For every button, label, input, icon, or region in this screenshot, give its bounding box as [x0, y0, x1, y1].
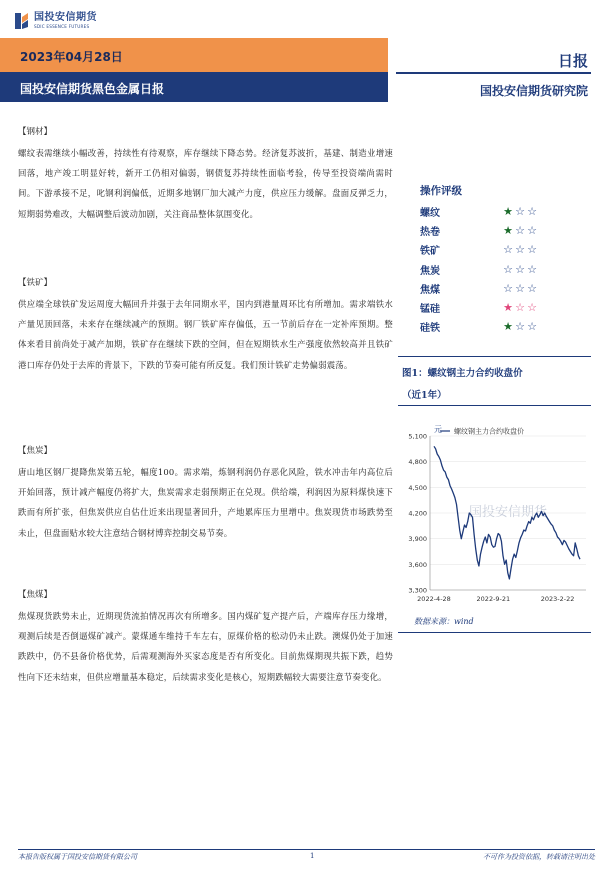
empty-star-icon: ☆	[527, 205, 537, 219]
section-iron-ore	[18, 276, 393, 375]
filled-star-icon: ★	[503, 301, 513, 315]
rating-stars	[502, 206, 538, 217]
empty-star-icon: ☆	[515, 320, 525, 334]
logo-english-name: SDIC ESSENCE FUTURES	[34, 23, 90, 29]
rating-name: 螺纹	[420, 208, 440, 220]
footer-copyright: 本报告版权属于国投安信期货有限公司	[18, 853, 137, 861]
rating-row	[420, 202, 570, 221]
figure-bottom-rule	[398, 632, 591, 633]
section-body: 唐山地区钢厂提降焦炭第五轮，幅度100。需求端，炼钢利润仍存恶化风险，铁水冲击年内高位后开始回落，预计减产幅度仍将扩大，焦炭需求走弱预期正在兑现。供给端，利润因为原料煤快速下跌而有所扩张，但焦炭供应自估仕近来出现显著回升，产地累库压力里增中。焦炭现货市场跌势至未止，但盘面贴水较大注意结合钢材博弈控制交易节奏。	[18, 467, 393, 538]
y-tick-label: 5,100	[408, 432, 427, 441]
figure-title-line2: （近1年）	[402, 390, 447, 401]
rating-stars	[502, 264, 538, 275]
rating-stars	[502, 321, 538, 332]
y-axis-label: 元	[434, 425, 442, 434]
empty-star-icon: ☆	[515, 281, 525, 295]
rating-row	[420, 317, 570, 336]
section-body: 供应端全球铁矿发运周度大幅回升并强于去年同期水平，国内到港量周环比有所增加。需求端铁水产量见顶回落，未来存在继续减产的预期。钢厂铁矿库存偏低，五一节前后存在一定补库预期。整体来看目前尚处于减产加期，铁矿存在继续下跌的空间，但在短期铁水生产强度依然较高并且铁矿港口库存仍处于去库的背景下，下跌的节奏可能有所反复。我们预计铁矿走势偏弱震荡。	[18, 299, 393, 370]
report-title: 国投安信期货黑色金属日报	[20, 82, 165, 96]
y-tick-label: 3,900	[408, 535, 427, 544]
section-coke	[18, 444, 393, 543]
y-tick-label: 4,200	[408, 509, 427, 518]
rating-row	[420, 221, 570, 240]
empty-star-icon: ☆	[503, 262, 513, 276]
empty-star-icon: ☆	[527, 243, 537, 257]
logo-chinese-name: 国投安信期货	[34, 11, 97, 23]
empty-star-icon: ☆	[515, 243, 525, 257]
empty-star-icon: ☆	[503, 281, 513, 295]
section-coking-coal	[18, 588, 393, 687]
figure-title	[402, 363, 587, 407]
y-tick-label: 4,500	[408, 483, 427, 492]
empty-star-icon: ☆	[527, 320, 537, 334]
footer-disclaimer: 不可作为投资依据，转载请注明出处	[483, 853, 595, 861]
legend-label: 螺纹钢主力合约收盘价	[454, 427, 524, 436]
section-body: 焦煤现货跌势未止，近期现货流拍情况再次有所增多。国内煤矿复产提产后，产端库存压力缘增，观测后续是否倒逼煤矿减产。蒙煤通车维持千车左右，原煤价格的松动仍未止跌。澳煤仍处于加速跌跌中，仍不县备价格优势，后需观测海外买家态度是否有所变化。目前焦煤期现共振下跌，趋势性向下还未结束，但供应增量基本稳定，后续需求变化是核心，短期跌幅较大需要注意节奏变化。	[18, 611, 393, 682]
rating-name: 热卷	[420, 227, 440, 239]
y-tick-label: 3,300	[408, 586, 427, 595]
company-logo	[12, 11, 97, 31]
daily-label: 日报	[557, 52, 588, 70]
filled-star-icon: ★	[503, 320, 513, 334]
rating-stars	[502, 244, 538, 255]
rebar-price-chart	[400, 418, 590, 610]
empty-star-icon: ☆	[527, 224, 537, 238]
empty-star-icon: ☆	[515, 262, 525, 276]
figure-title-line1: 图1：螺纹钢主力合约收盘价	[402, 368, 523, 379]
rating-list	[420, 202, 570, 336]
rating-name: 铁矿	[420, 246, 440, 258]
filled-star-icon: ★	[503, 224, 513, 238]
y-tick-label: 4,800	[408, 458, 427, 467]
rating-name: 焦炭	[420, 265, 440, 277]
chart-watermark: 国投安信期货	[468, 505, 548, 520]
x-tick-label: 2023-2-22	[540, 595, 575, 603]
institute-name: 国投安信期货研究院	[479, 84, 588, 98]
empty-star-icon: ☆	[527, 301, 537, 315]
rating-row	[420, 240, 570, 259]
x-tick-label: 2022-4-28	[417, 595, 451, 603]
rating-title: 操作评级	[420, 185, 462, 197]
section-heading: 【钢材】	[18, 127, 53, 137]
empty-star-icon: ☆	[515, 205, 525, 219]
empty-star-icon: ☆	[515, 301, 525, 315]
rating-row	[420, 279, 570, 298]
logo-mark-icon	[12, 11, 30, 31]
filled-star-icon: ★	[503, 205, 513, 219]
report-date: 2023年04月28日	[20, 50, 123, 64]
empty-star-icon: ☆	[527, 281, 537, 295]
empty-star-icon: ☆	[515, 224, 525, 238]
x-tick-label: 2022-9-21	[476, 595, 511, 603]
rating-name: 锰硅	[420, 304, 440, 316]
section-heading: 【焦煤】	[18, 590, 53, 600]
rating-stars	[502, 302, 538, 313]
header-divider	[396, 72, 591, 74]
rating-row	[420, 260, 570, 279]
empty-star-icon: ☆	[503, 243, 513, 257]
page-number: 1	[310, 852, 315, 860]
y-tick-label: 3,600	[408, 560, 427, 569]
section-heading: 【焦炭】	[18, 446, 53, 456]
figure-top-rule	[398, 356, 591, 357]
figure-mid-rule	[398, 405, 591, 406]
rating-row	[420, 298, 570, 317]
empty-star-icon: ☆	[527, 262, 537, 276]
rating-name: 硅铁	[420, 323, 440, 335]
rating-stars	[502, 225, 538, 236]
rating-stars	[502, 283, 538, 294]
section-heading: 【铁矿】	[18, 278, 53, 288]
section-steel	[18, 125, 393, 224]
footer-rule	[18, 849, 595, 850]
rating-name: 焦煤	[420, 284, 440, 296]
section-body: 螺纹表需继续小幅改善，持续性有待观察，库存继续下降态势。经济复苏波折，基建、制造业增速回落，地产竣工明显好转，新开工仍相对偏弱，钢债复苏持续性面临考验，传导至投资端尚需时间。下游承接不足，叱钢利润偏低，近期多地钢厂加大减产力度，供应压力缓解。盘面反弹乏力，短期弱势难改，大幅调整后波动加剧，关注商品整体氛围变化。	[18, 148, 393, 219]
data-source: 数据来源：wind	[414, 617, 474, 626]
